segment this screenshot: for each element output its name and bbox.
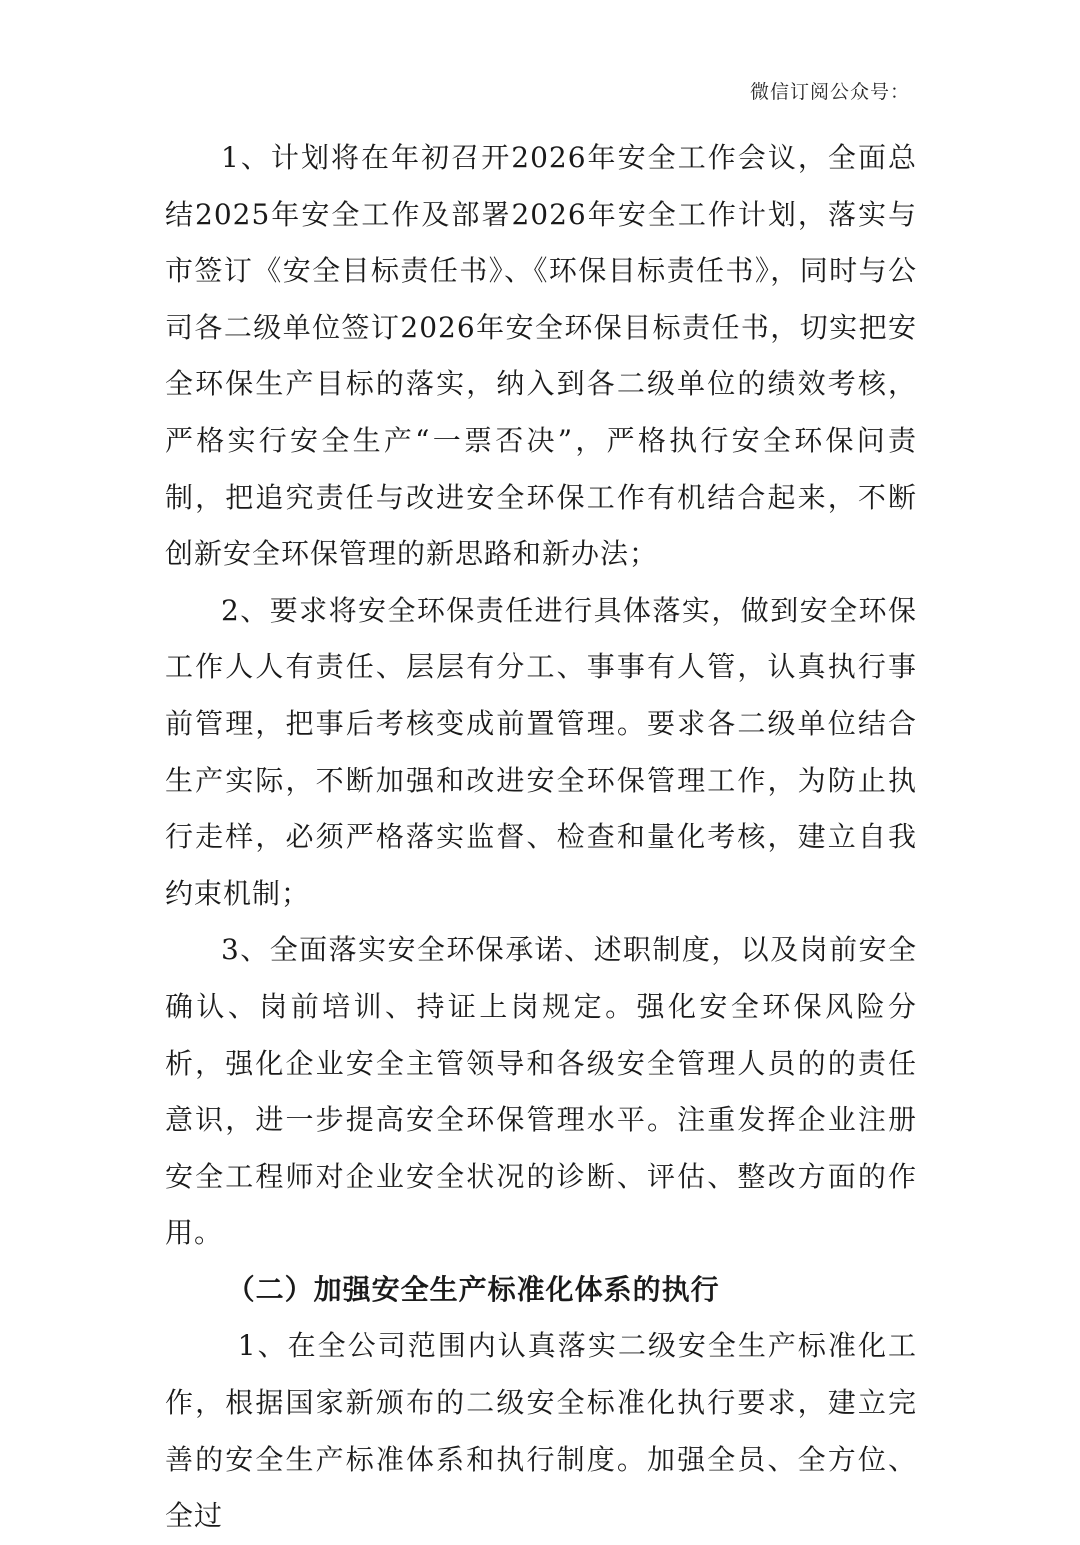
wechat-subscription-label: 微信订阅公众号： [749, 81, 910, 103]
paragraph-item-3: 3、全面落实安全环保承诺、述职制度，以及岗前安全确认、岗前培训、持证上岗规定。强化安全环保风险分析，强化企业安全主管领导和各级安全管理人员的的责任意识，进一步提高安全环保管理水平。注重发挥企业注册安全工程师对企业安全状况的诊断、评估、整改方面的作用。 [165, 933, 917, 1250]
section-heading: （二）加强安全生产标准化体系的执行 [226, 1272, 720, 1306]
paragraph-item-4: 1、在全公司范围内认真落实二级安全生产标准化工作，根据国家新颁布的二级安全标准化执行要求，建立完善的安全生产标准体系和执行制度。加强全员、全方位、全过 [165, 1329, 917, 1533]
paragraph-item-2: 2、要求将安全环保责任进行具体落实，做到安全环保工作人人有责任、层层有分工、事事有人管，认真执行事前管理，把事后考核变成前置管理。要求各二级单位结合生产实际，不断加强和改进安全环保管理工作，为防止执行走样，必须严格落实监督、检查和量化考核，建立自我约束机制； [165, 593, 917, 910]
document-body [165, 130, 917, 1545]
paragraph-item-1: 1、计划将在年初召开2026年安全工作会议，全面总结2025年安全工作及部署2026年安全工作计划，落实与市签订《安全目标责任书》、《环保目标责任书》，同时与公司各二级单位签订2026年安全环保目标责任书，切实把安全环保生产目标的落实，纳入到各二级单位的绩效考核，严格实行安全生产“一票否决”，严格执行安全环保问责制，把追究责任与改进安全环保工作有机结合起来，不断创新安全环保管理的新思路和新办法； [165, 141, 917, 571]
